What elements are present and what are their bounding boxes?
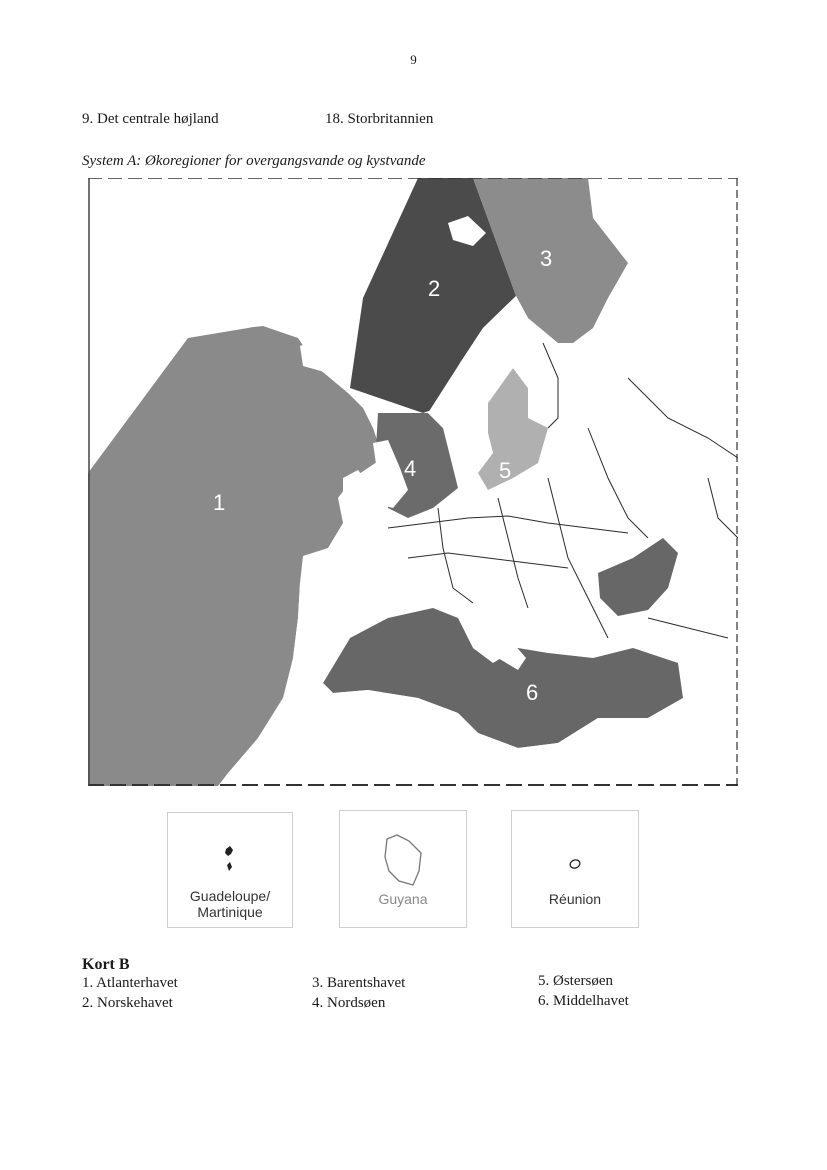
ecoregion-map-svg: [88, 178, 738, 786]
list-item-great-britain: 18. Storbritannien: [325, 111, 434, 127]
island-reunion-icon: [564, 855, 586, 873]
inset-guyana: [339, 810, 467, 928]
territory-guyana-icon: [375, 831, 431, 893]
region-label-4: 4: [404, 456, 417, 481]
page-number: 9: [410, 52, 417, 67]
region-label-3: 3: [540, 246, 553, 271]
inset-label-guadeloupe-martinique: Guadeloupe/ Martinique: [189, 888, 271, 920]
legend-item-4: 4. Nordsøen: [312, 995, 386, 1011]
region-label-2: 2: [428, 276, 441, 301]
map-caption: System A: Økoregioner for overgangsvande og kystvande: [82, 153, 426, 169]
legend-title: Kort B: [82, 956, 130, 973]
inset-label-guyana: Guyana: [378, 891, 428, 907]
region-label-1: 1: [213, 490, 226, 515]
list-item-central-highlands: 9. Det centrale højland: [82, 111, 219, 127]
inset-guadeloupe-martinique: [167, 812, 293, 928]
island-guadeloupe-martinique-icon: [212, 841, 248, 881]
legend-item-6: 6. Middelhavet: [538, 993, 629, 1009]
legend-item-5: 5. Østersøen: [538, 973, 613, 989]
inset-label-reunion: Réunion: [548, 891, 602, 907]
legend-item-3: 3. Barentshavet: [312, 975, 406, 991]
legend-item-2: 2. Norskehavet: [82, 995, 173, 1011]
inset-reunion: [511, 810, 639, 928]
ecoregion-map: [88, 178, 738, 786]
region-label-5: 5: [499, 458, 512, 483]
legend-item-1: 1. Atlanterhavet: [82, 975, 178, 991]
region-label-6: 6: [526, 680, 539, 705]
